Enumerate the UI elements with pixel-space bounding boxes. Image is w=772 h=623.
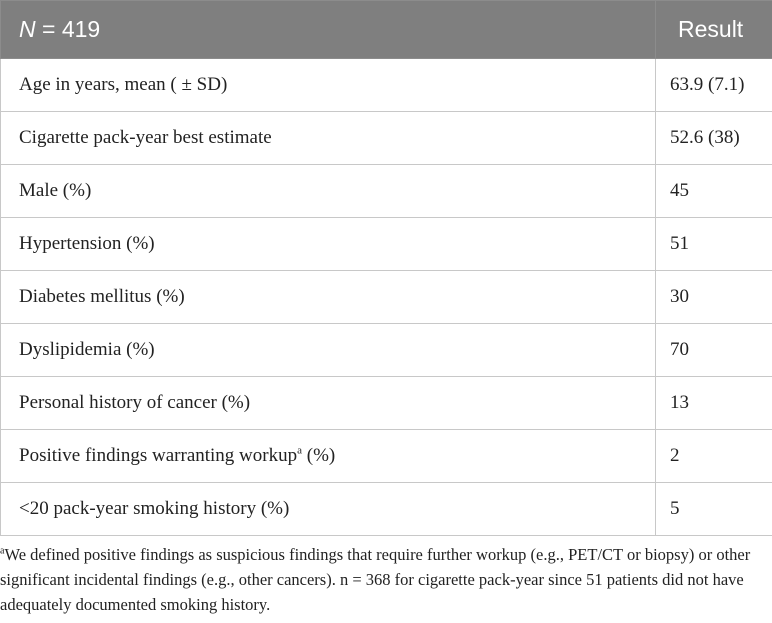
row-value: 45: [656, 165, 772, 218]
row-label: [1, 271, 656, 324]
row-label: [1, 324, 656, 377]
row-label-text: Male (%): [19, 180, 92, 201]
footnote-text: We defined positive findings as suspicious findings that require further workup (e.g., PET/CT or biopsy) or other significant incidental findings (e.g., other cancers). n = 368 for cigarette pack-year since 51 patients did not have adequately documented smoking history.: [0, 545, 751, 614]
row-label-text: Dyslipidemia (%): [19, 339, 155, 360]
row-value: 13: [656, 377, 772, 430]
table-row: [1, 218, 772, 271]
table-row: [1, 271, 772, 324]
header-row: [1, 1, 772, 59]
table-row: [1, 430, 772, 483]
header-n-value: = 419: [35, 16, 101, 42]
row-label-text: Personal history of cancer (%): [19, 392, 251, 413]
table-row: [1, 483, 772, 536]
table-row: [1, 59, 772, 112]
row-label-text: Diabetes mellitus (%): [19, 286, 185, 307]
row-label-text: Age in years, mean ( ± SD): [19, 74, 228, 95]
row-label: [1, 165, 656, 218]
row-label-text: Cigarette pack-year best estimate: [19, 127, 272, 148]
header-sample-size: [1, 1, 656, 59]
footnote-marker: a: [0, 545, 5, 557]
header-result: Result: [656, 1, 772, 59]
row-value: 63.9 (7.1): [656, 59, 772, 112]
row-value: 52.6 (38): [656, 112, 772, 165]
table-row: [1, 324, 772, 377]
footnote-marker: a: [297, 444, 302, 457]
row-label: [1, 483, 656, 536]
row-label-text: Hypertension (%): [19, 233, 155, 254]
header-n-symbol: N: [19, 16, 36, 42]
row-value: 30: [656, 271, 772, 324]
row-label: [1, 377, 656, 430]
row-label-suffix: (%): [302, 445, 336, 466]
table-row: [1, 377, 772, 430]
row-value: 2: [656, 430, 772, 483]
row-value: 70: [656, 324, 772, 377]
table-row: [1, 112, 772, 165]
row-label: [1, 430, 656, 483]
row-label: [1, 59, 656, 112]
row-value: 5: [656, 483, 772, 536]
table-footnote: [0, 542, 770, 617]
row-label: [1, 112, 656, 165]
row-label-text: <20 pack-year smoking history (%): [19, 498, 290, 519]
row-label-text: Positive findings warranting workup: [19, 445, 298, 466]
row-label: [1, 218, 656, 271]
table-row: [1, 165, 772, 218]
row-value: 51: [656, 218, 772, 271]
